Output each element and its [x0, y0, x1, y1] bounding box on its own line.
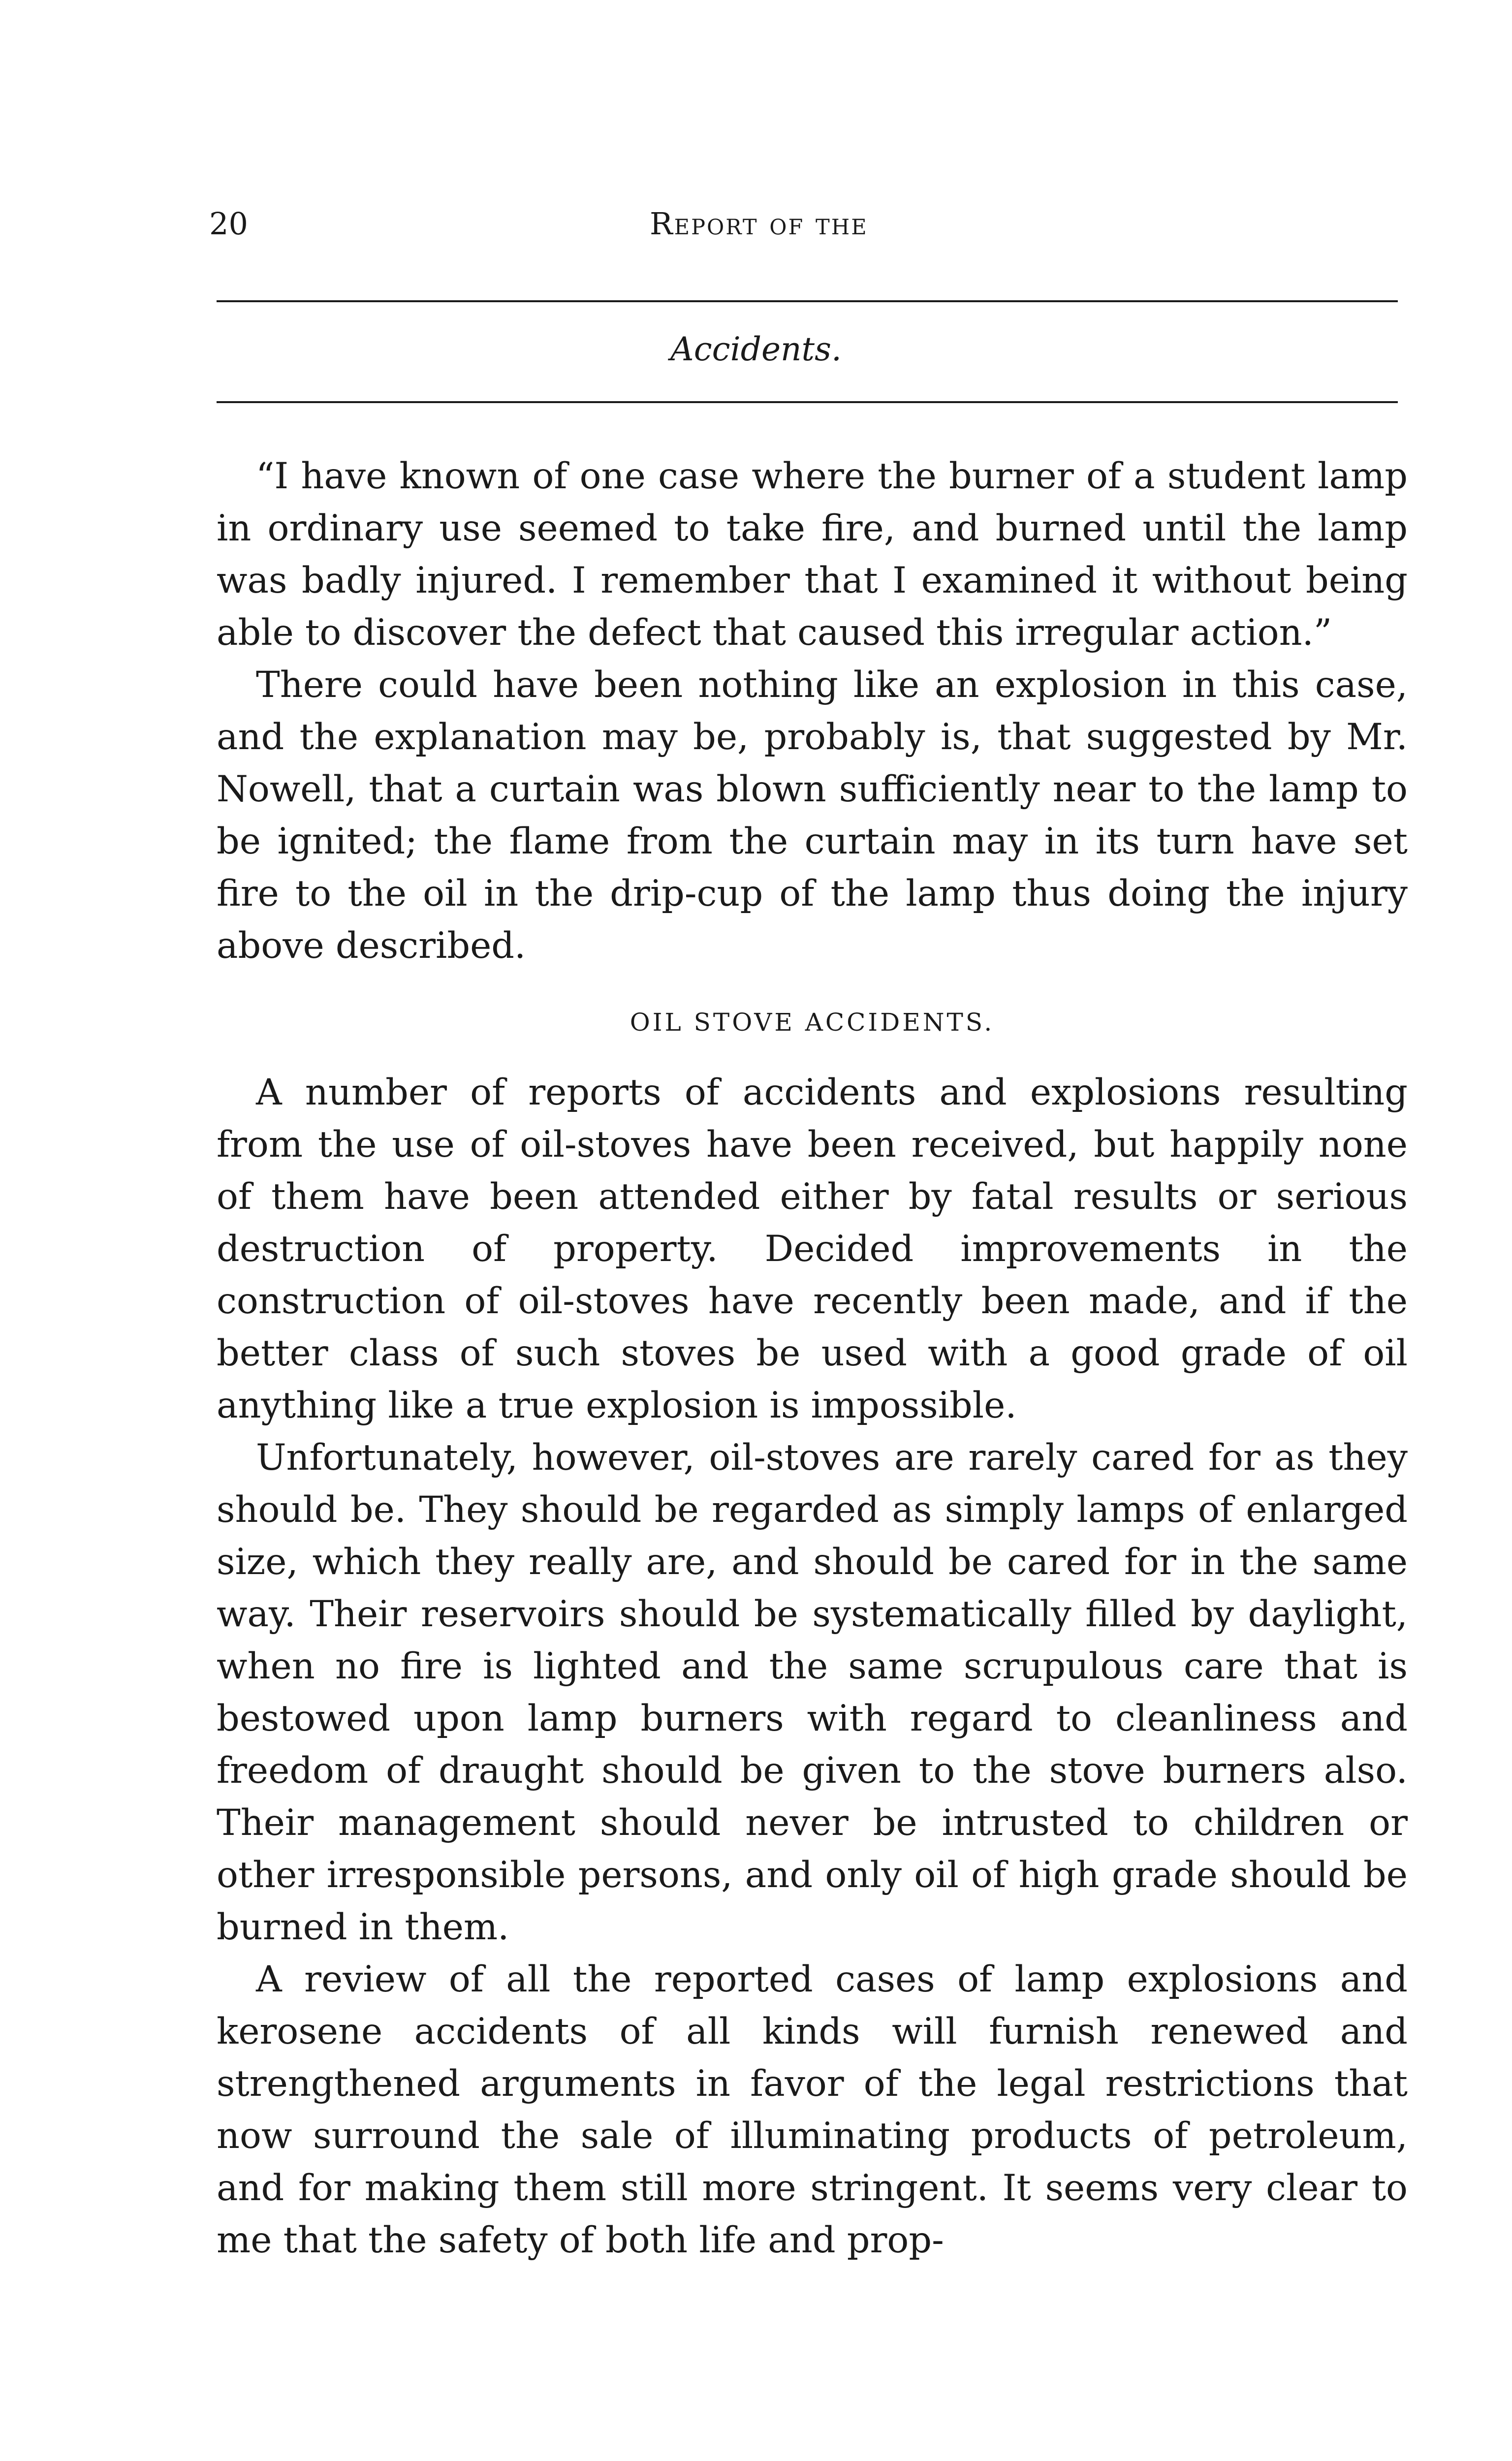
paragraph-oil-stove-care: Unfortunately, however, oil-stoves are rarely cared for as they should be. They should be regarded as simply lamps of enlarged size, which they really are, and should be cared for in the same way. Their reservoirs should be systematically filled by daylight, when no fire is lighted and the same scrupulous care that is bestowed upon lamp burners with regard to cleanliness and freedom of draught should be given to the stove burners also. Their management should never be intrusted to children or other irresponsible persons, and only oil of high grade should be burned in them. — [217, 1437, 1408, 1948]
paragraph-review: A review of all the reported cases of lamp explosions and kerosene accidents of all kinds will furnish renewed and strengthened arguments in favor of the legal restrictions that now surround the sale of illuminating products of petroleum, and for making them still more stringent. It seems very clear to me that the safety of both life and prop- — [217, 1958, 1408, 2261]
paragraph-quote: “I have known of one case where the burner of a student lamp in ordinary use seemed to take fire, and burned until the lamp was badly injured. I remember that I examined it without being able to discover the defect that caused this irregular action.” — [217, 455, 1408, 654]
subheading-oil-stove-accidents: OIL STOVE ACCIDENTS. — [630, 1008, 995, 1037]
running-head: Report of the — [650, 206, 868, 242]
page-number: 20 — [209, 206, 248, 242]
paragraph-oil-stove-reports: A number of reports of accidents and explosions resulting from the use of oil-stoves have been received, but happily none of them have been attended either by fatal results or serious destruction of property. Decided improvements in the construction of oil-stoves have recently been made, and if the better class of such stoves be used with a good grade of oil anything like a true explosion is impossible. — [217, 1072, 1408, 1426]
body-text — [217, 450, 1408, 2267]
header-rule-top — [217, 300, 1398, 302]
header-rule-bottom — [217, 401, 1398, 403]
paragraph-curtain: There could have been nothing like an explosion in this case, and the explanation may be, probably is, that suggested by Mr. Nowell, that a curtain was blown sufficiently near to the lamp to be ignited; the flame from the curtain may in its turn have set fire to the oil in the drip-cup of the lamp thus doing the injury above described. — [217, 664, 1408, 967]
page-header — [0, 194, 1512, 253]
section-title: Accidents. — [670, 330, 842, 368]
